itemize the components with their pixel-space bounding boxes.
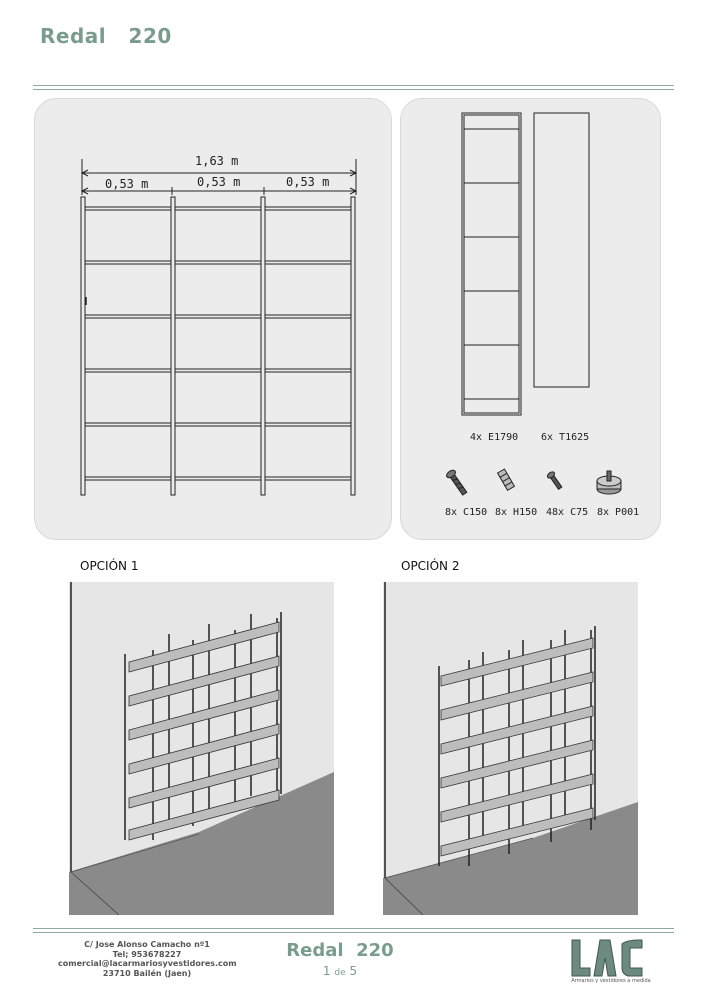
page-total: 5 (349, 964, 358, 978)
total-width-label: 1,63 m (195, 154, 239, 168)
shelf-part-icon (534, 113, 589, 387)
frame-part-icon (462, 113, 521, 415)
page-title: Redal 220 (40, 24, 172, 48)
address-phone: Tel; 953678227 (112, 949, 182, 959)
page-separator: de (334, 968, 346, 978)
part-label-e1790: 4x E1790 (470, 432, 519, 443)
part-label-h150: 8x H150 (495, 507, 538, 518)
page-number (260, 964, 420, 978)
option-2-illustration (383, 582, 638, 915)
option-1-label: OPCIÓN 1 (80, 559, 139, 573)
lac-logo (566, 938, 656, 988)
part-label-c150: 8x C150 (445, 507, 488, 518)
address-city: 23710 Bailén (Jaen) (102, 968, 192, 978)
module-width-label-1: 0,53 m (105, 177, 149, 191)
company-address (58, 940, 236, 978)
address-street: C/ Jose Alonso Camacho nº1 (84, 940, 210, 949)
part-label-p001: 8x P001 (597, 507, 640, 518)
parts-drawing (401, 99, 660, 539)
logo-tagline: Armarios y vestidores a medida (571, 978, 651, 984)
module-width-label-3: 0,53 m (286, 175, 330, 189)
page-current: 1 (322, 964, 331, 978)
option-2-label: OPCIÓN 2 (401, 559, 460, 573)
part-label-t1625: 6x T1625 (541, 432, 590, 443)
header-rule-bottom (33, 89, 674, 90)
foot-p001-icon (597, 471, 621, 494)
header-rule-top (33, 85, 674, 86)
part-label-c75: 48x C75 (546, 507, 589, 518)
module-width-label-2: 0,53 m (197, 175, 241, 189)
dowel-h150-icon (498, 469, 515, 490)
option-1-illustration (69, 582, 334, 915)
footer-title: Redal 220 (286, 940, 394, 961)
elevation-panel (34, 98, 392, 540)
footer-rule-bottom (33, 932, 674, 933)
footer-rule-top (33, 928, 674, 929)
parts-panel (400, 98, 661, 540)
screw-c75-icon (546, 471, 563, 491)
address-email[interactable]: comercial@lacarmariosyvestidores.com (58, 959, 237, 968)
screw-c150-icon (445, 469, 469, 497)
